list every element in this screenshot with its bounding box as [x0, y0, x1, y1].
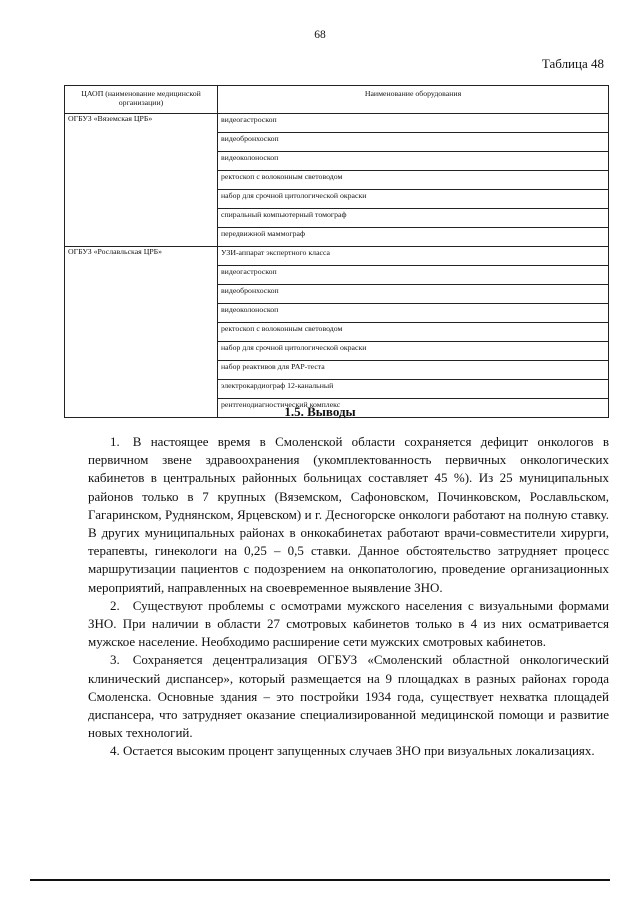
equipment-cell: ректоскоп с волоконным световодом [218, 171, 609, 190]
equipment-cell: видеобронхоскоп [218, 133, 609, 152]
equipment-cell: видеогастроскоп [218, 266, 609, 285]
table-header-row [65, 86, 609, 114]
equipment-cell: видеобронхоскоп [218, 285, 609, 304]
equipment-table [64, 85, 609, 418]
paragraph-2: 2. Существуют проблемы с осмотрами мужского населения с визуальными формами ЗНО. При наличии в области 27 смотровых кабинетов только в 4 из них осматривается мужское население. Необходимо расширение сети мужских смотровых кабинетов. [88, 597, 609, 650]
header-organization: ЦАОП (наименование медицинской организации) [65, 86, 218, 114]
equipment-cell: видеоколоноскоп [218, 304, 609, 323]
footer-divider [30, 879, 610, 881]
equipment-cell: набор для срочной цитологической окраски [218, 190, 609, 209]
equipment-cell: спиральный компьютерный томограф [218, 209, 609, 228]
org-cell: ОГБУЗ «Вяземская ЦРБ» [65, 114, 218, 247]
paragraph-4: 4. Остается высоким процент запущенных случаев ЗНО при визуальных локализациях. [110, 743, 595, 759]
paragraph-3: 3. Сохраняется децентрализация ОГБУЗ «Смоленский областной онкологический клинический диспансер», который размещается на 9 площадках в разных районах города Смоленска. Основные здания – это постройки 1934 года, существует нехватка площадей диспансера, что затрудняет оказание специализированной медицинской помощи и развитие новых технологий. [88, 652, 609, 741]
equipment-cell: набор для срочной цитологической окраски [218, 342, 609, 361]
equipment-cell: передвижной маммограф [218, 228, 609, 247]
table-row [65, 247, 609, 266]
page-number: 68 [314, 29, 326, 41]
section-title: 1.5. Выводы [284, 404, 356, 419]
header-equipment: Наименование оборудования [218, 86, 609, 114]
equipment-cell: видеогастроскоп [218, 114, 609, 133]
org-cell: ОГБУЗ «Рославльская ЦРБ» [65, 247, 218, 418]
equipment-cell: ректоскоп с волоконным световодом [218, 323, 609, 342]
equipment-cell: набор реактивов для PAP-теста [218, 361, 609, 380]
equipment-cell: видеоколоноскоп [218, 152, 609, 171]
table-caption: Таблица 48 [541, 56, 604, 71]
paragraph-1: 1. В настоящее время в Смоленской области сохраняется дефицит онкологов в первичном звене здравоохранения (укомплектованность первичных онкологических кабинетов в центральных районных больницах составляет 45 %). Из 25 муниципальных районов только в 7 крупных (Вяземском, Сафоновском, Починковском, Рославльском, Гагаринском, Руднянском, Ярцевском) и г. Десногорске онкологи работают на полную ставку. В других муниципальных районах в онкокабинетах работают врачи-совместители хирурги, терапевты, гинекологи на 0,25 – 0,5 ставки. Данное обстоятельство затрудняет процесс маршрутизации пациентов с подозрением на онкопатологию, проведение организационных мероприятий, направленных на своевременное выявление ЗНО. [88, 434, 609, 595]
table-row [65, 114, 609, 133]
equipment-cell: электрокардиограф 12-канальный [218, 380, 609, 399]
equipment-cell: рентгенодиагностический комплекс [218, 399, 609, 418]
conclusions-body [88, 433, 609, 761]
equipment-cell: УЗИ-аппарат экспертного класса [218, 247, 609, 266]
